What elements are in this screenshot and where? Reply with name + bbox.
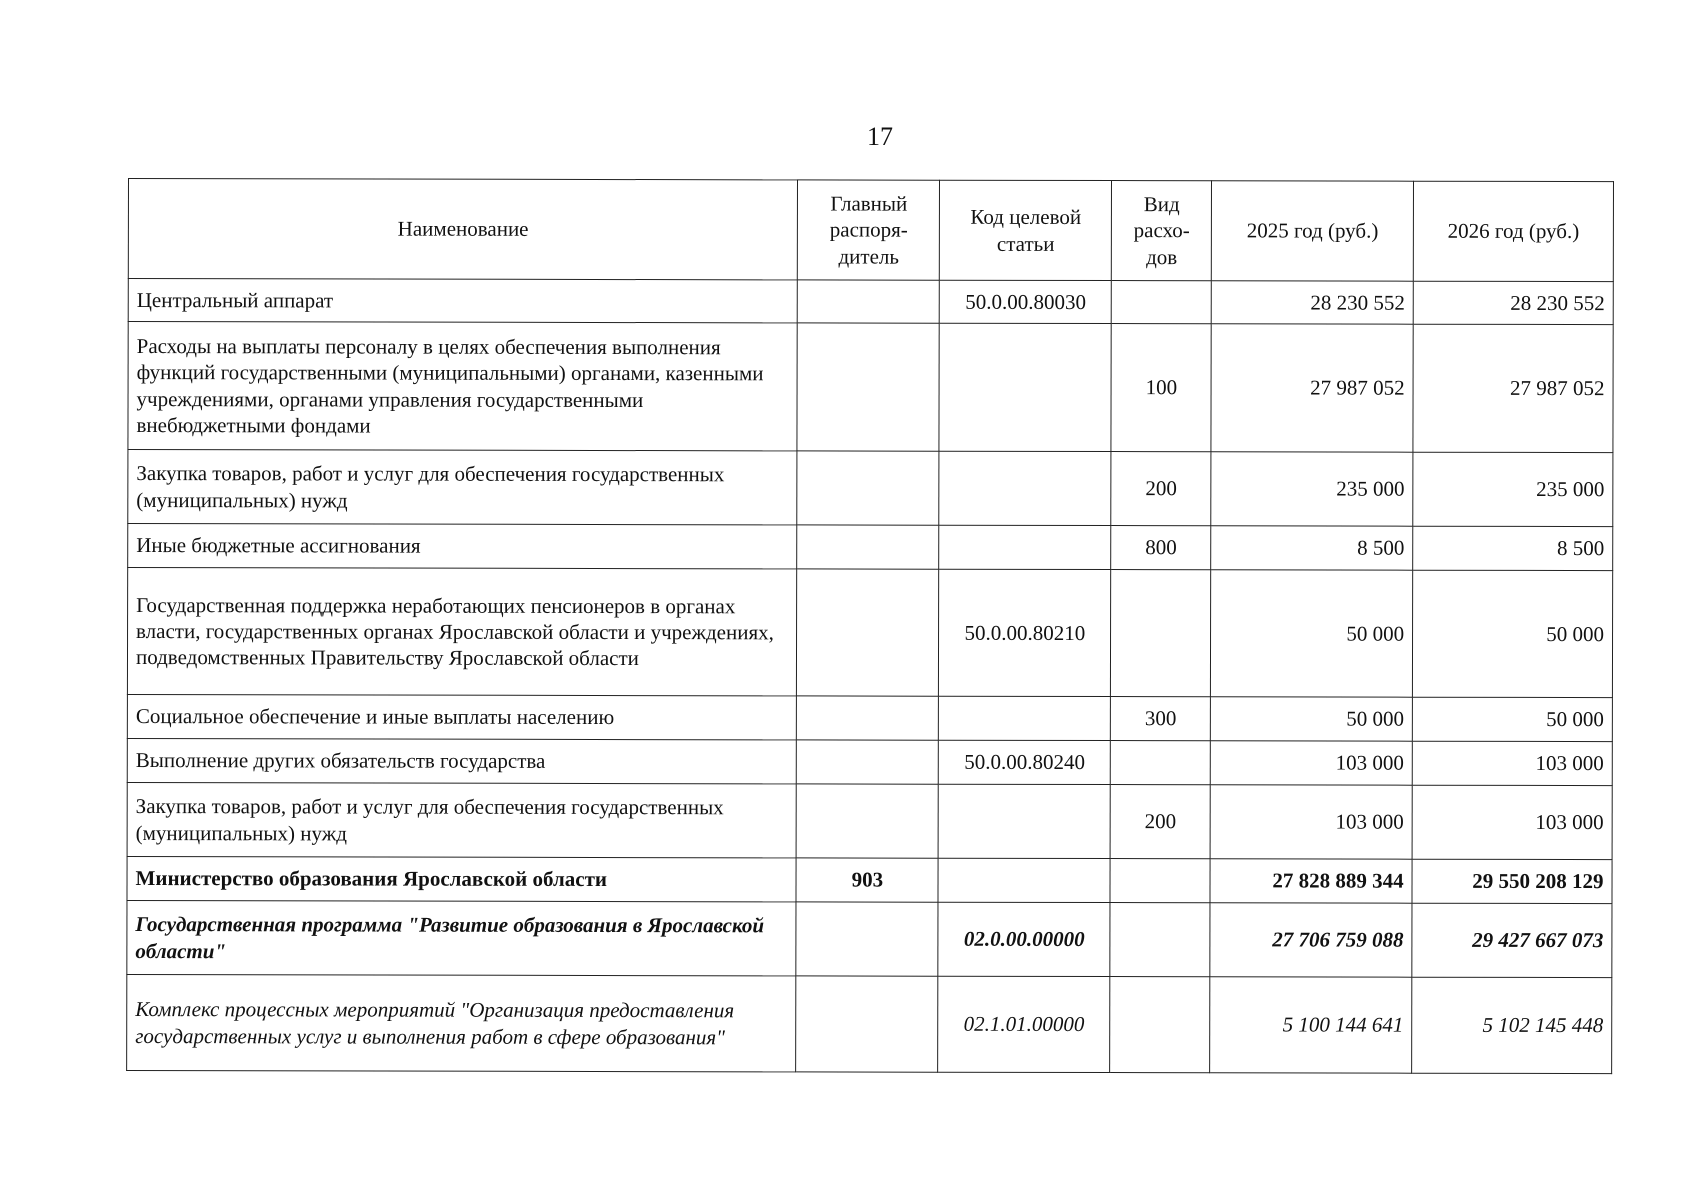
cell-2025: 235 000 [1211,452,1413,526]
cell-2025: 27 987 052 [1211,324,1413,452]
table-header [128,179,1613,282]
cell-2025: 50 000 [1211,697,1413,741]
table-row [127,900,1612,977]
cell-2025: 28 230 552 [1211,281,1413,324]
cell-name: Центральный аппарат [128,279,798,323]
header-type: Вид расхо-дов [1112,181,1212,281]
cell-2026: 29 550 208 129 [1412,859,1612,903]
page-number: 17 [867,122,893,151]
cell-admin [796,976,938,1072]
table-row [128,279,1613,325]
cell-type [1110,859,1210,903]
cell-2026: 27 987 052 [1413,324,1613,452]
cell-name: Государственная программа "Развитие образования в Ярославской области" [127,900,797,975]
cell-type: 100 [1111,324,1211,452]
cell-admin [797,696,939,740]
cell-2026: 5 102 145 448 [1412,977,1612,1073]
table-row [128,450,1613,527]
header-admin: Главный распоря-дитель [798,180,940,280]
cell-code: 50.0.00.80240 [939,740,1111,784]
table-row [127,738,1612,785]
cell-2025: 103 000 [1211,741,1413,785]
cell-type: 300 [1111,697,1211,741]
cell-name: Закупка товаров, работ и услуг для обеспечения государственных (муниципальных) нужд [128,450,798,525]
cell-admin [797,525,939,569]
header-name: Наименование [128,179,798,280]
cell-type [1111,741,1211,785]
cell-2026: 28 230 552 [1413,281,1613,324]
cell-type: 800 [1111,526,1211,570]
cell-name: Государственная поддержка неработающих пенсионеров в органах власти, государственных органах Ярославской области и учреждениях, подведомственных Правительству Ярославской области [127,568,797,696]
cell-2025: 103 000 [1210,785,1412,859]
table-row [128,322,1613,453]
table-row [127,694,1612,741]
cell-admin [798,280,940,323]
header-2026: 2026 год (руб.) [1413,181,1613,281]
cell-code: 02.1.01.00000 [938,976,1110,1072]
cell-2025: 27 706 759 088 [1210,903,1412,977]
cell-admin: 903 [796,858,938,902]
cell-name: Расходы на выплаты персоналу в целях обеспечения выполнения функций государственными (муниципальными) органами, казенными учреждениями, органами управления государственными внебюджетными фондами [128,322,798,451]
cell-type: 200 [1110,785,1210,859]
cell-code [939,323,1111,451]
cell-name: Закупка товаров, работ и услуг для обеспечения государственных (муниципальных) нужд [127,782,797,857]
cell-admin [796,902,938,976]
cell-admin [797,451,939,525]
cell-2025: 27 828 889 344 [1210,859,1412,903]
cell-admin [797,740,939,784]
header-2025: 2025 год (руб.) [1212,181,1414,281]
table-row [127,782,1612,859]
cell-code: 02.0.00.00000 [938,902,1110,976]
cell-code: 50.0.00.80030 [940,280,1112,323]
cell-code [938,858,1110,902]
cell-name: Выполнение других обязательств государства [127,738,797,783]
header-code: Код целевой статьи [940,180,1112,280]
table-row [127,568,1612,698]
cell-2025: 50 000 [1211,570,1413,697]
cell-2026: 50 000 [1412,697,1612,741]
cell-type [1111,570,1211,697]
cell-code: 50.0.00.80210 [939,569,1111,696]
cell-2026: 103 000 [1412,741,1612,785]
cell-code [938,784,1110,858]
cell-code [939,525,1111,569]
cell-name: Социальное обеспечение и иные выплаты населению [127,694,797,739]
cell-type: 200 [1111,452,1211,526]
cell-type [1110,903,1210,977]
cell-name: Комплекс процессных мероприятий "Организация предоставления государственных услуг и выполнения работ в сфере образования" [127,974,797,1071]
cell-type [1112,281,1212,324]
cell-2026: 103 000 [1412,785,1612,859]
cell-2025: 5 100 144 641 [1210,977,1412,1073]
cell-admin [797,784,939,858]
cell-2026: 50 000 [1413,570,1613,697]
cell-admin [797,323,939,451]
cell-code [939,451,1111,525]
cell-2026: 235 000 [1413,452,1613,526]
table-row [127,856,1612,903]
cell-type [1110,977,1210,1073]
budget-table [126,178,1614,1074]
cell-2026: 29 427 667 073 [1412,903,1612,977]
cell-name: Иные бюджетные ассигнования [128,524,798,569]
cell-2026: 8 500 [1413,526,1613,570]
cell-admin [797,569,939,696]
cell-name: Министерство образования Ярославской области [127,856,797,901]
cell-code [939,696,1111,740]
table-row [127,974,1612,1073]
cell-2025: 8 500 [1211,526,1413,570]
table-row [128,524,1613,571]
